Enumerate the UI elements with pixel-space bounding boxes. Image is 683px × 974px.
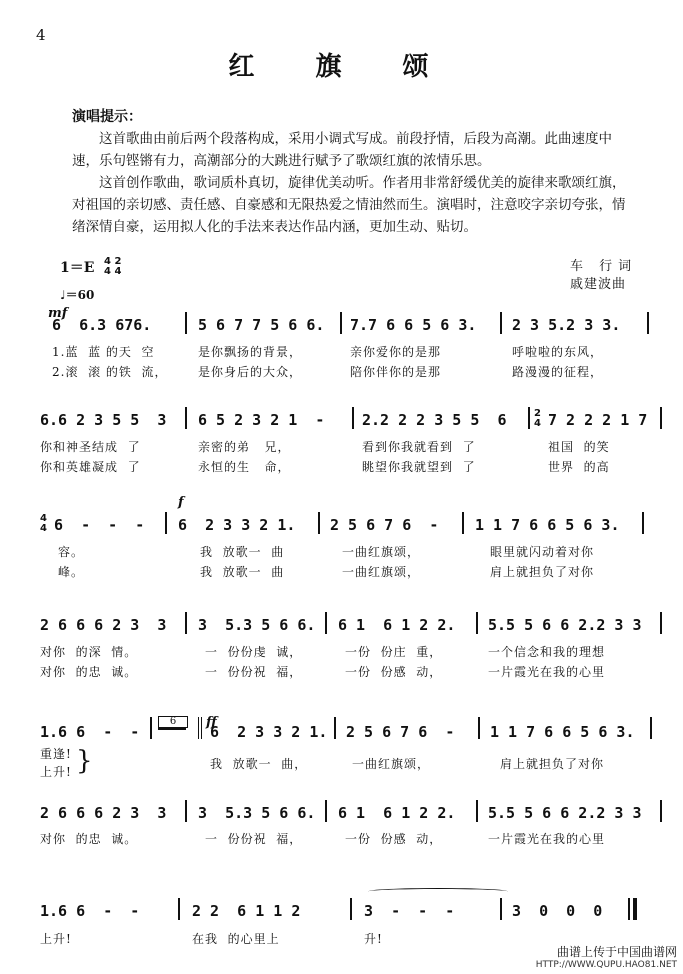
barline — [185, 312, 187, 334]
lyric-verse-1: 是你飘扬的背景， — [198, 345, 303, 359]
barline — [325, 800, 327, 822]
barline — [185, 612, 187, 634]
barline — [318, 512, 320, 534]
site-watermark — [536, 943, 677, 970]
barline — [165, 512, 167, 534]
barline — [660, 407, 662, 429]
lyric-line: 在我 的心里上 — [192, 932, 280, 946]
performance-notes-heading: 演唱提示： — [72, 109, 142, 125]
time-signature-denominators: 4 4 — [104, 266, 122, 277]
performance-notes-paragraph-2: 这首创作歌曲，歌词质朴真切，旋律优美动听。作者用非常舒缓优美的旋律来歌颂红旗，对祖国的亲切感、责任感、自豪感和无限热爱之情油然而生。演唱时，注意咬字亲切夸张，情绪深情自豪，运用拟人化的手法来表达作品内涵，更加生动、贴切。 — [72, 175, 626, 235]
lyric-verse-1: 亲你爱你的是那 — [350, 345, 442, 359]
lyric-verse-2: 一 份份祝 福， — [205, 665, 303, 679]
lyric-verse-1: 你和神圣结成 了 — [40, 440, 141, 454]
lyric-verse-1: 一个信念和我的理想 — [488, 645, 606, 659]
lyric-line: 对你 的忠 诚。 — [40, 832, 138, 846]
lyric-verse-2: 世界 的高 — [548, 460, 610, 474]
lyric-line: 一片霞光在我的心里 — [488, 832, 606, 846]
barline — [476, 612, 478, 634]
measure-notes: 2 6 6 6 2 3 3 — [40, 616, 167, 634]
key-signature: 1＝E — [60, 260, 95, 276]
barline — [352, 407, 354, 429]
lyric-line: 我 放歌一 曲， — [210, 757, 308, 771]
rest-measure-count: 6 — [169, 716, 177, 727]
barline — [642, 512, 644, 534]
measure-notes: 1.6 6 - - — [40, 723, 140, 741]
lyric-verse-1: 1.蓝 蓝 的天 空 — [52, 345, 155, 359]
lyric-verse-1: 对你 的深 情。 — [40, 645, 138, 659]
measure-notes: 6 1 6 1 2 2. — [338, 616, 456, 634]
lyric-verse-1: 眼里就闪动着对你 — [490, 545, 595, 559]
lyric-ending-1: 重逢! — [40, 747, 72, 761]
lyricist-credit: 车 行词 — [570, 259, 638, 274]
site-watermark-title: 曲谱上传于中国曲谱网 — [556, 945, 677, 959]
lyric-verse-2: 对你 的忠 诚。 — [40, 665, 138, 679]
measure-notes: 3 0 0 0 — [512, 902, 603, 920]
lyric-line: 一曲红旗颂， — [352, 757, 431, 771]
barline — [528, 407, 530, 429]
time-signature-change: 2 4 — [534, 408, 541, 429]
dynamic-mf: mf — [48, 306, 68, 321]
measure-notes: 5.5 5 6 6 2.2 3 3 — [488, 804, 642, 822]
lyric-verse-2: 峰。 — [58, 565, 85, 579]
lyric-line: 一 份份祝 福， — [205, 832, 303, 846]
dynamic-ff: ff — [206, 715, 217, 730]
lyric-verse-1: 我 放歌一 曲 — [200, 545, 285, 559]
lyric-line: 上升! — [40, 932, 72, 946]
measure-notes: 3 - - - — [364, 902, 455, 920]
measure-notes: 3 5.3 5 6 6. — [198, 616, 316, 634]
measure-notes: 6.6 2 3 5 5 3 — [40, 411, 167, 429]
barline — [462, 512, 464, 534]
measure-notes: 2 5 6 7 6 - — [330, 516, 439, 534]
lyric-verse-1: 容。 — [58, 545, 85, 559]
measure-notes: 6 6.3 676. — [52, 316, 152, 334]
measure-notes: 3 5.3 5 6 6. — [198, 804, 316, 822]
lyric-verse-2: 你和英雄凝成 了 — [40, 460, 141, 474]
lyric-verse-2: 肩上就担负了对你 — [490, 565, 595, 579]
barline — [660, 800, 662, 822]
barline — [340, 312, 342, 334]
barline — [500, 898, 502, 920]
performance-notes-paragraph-1: 这首歌曲由前后两个段落构成，采用小调式写成。前段抒情，后段为高潮。此曲速度中速，乐句铿锵有力，高潮部分的大跳进行赋予了歌颂红旗的浓情乐思。 — [72, 131, 612, 169]
measure-notes: 1 1 7 6 6 5 6 3. — [475, 516, 620, 534]
lyric-verse-1: 祖国 的笑 — [548, 440, 610, 454]
barline — [476, 800, 478, 822]
lyric-verse-2: 陪你伴你的是那 — [350, 365, 442, 379]
lyric-verse-1: 看到你我就看到 了 — [362, 440, 476, 454]
lyric-verse-2: 是你身后的大众， — [198, 365, 303, 379]
lyric-verse-1: 一 份份虔 诚， — [205, 645, 303, 659]
measure-notes: 1 1 7 6 6 5 6 3. — [490, 723, 635, 741]
lyric-verse-2: 一片霞光在我的心里 — [488, 665, 606, 679]
barline — [478, 717, 480, 739]
lyric-verse-2: 2.滚 滚 的铁 流， — [52, 365, 168, 379]
lyric-verse-2: 一份 份感 动， — [345, 665, 443, 679]
barline — [150, 717, 152, 739]
lyric-line: 一份 份感 动， — [345, 832, 443, 846]
barline — [660, 612, 662, 634]
barline — [350, 898, 352, 920]
page-number: 4 — [36, 26, 46, 44]
lyric-line: 肩上就担负了对你 — [500, 757, 605, 771]
lyric-verse-1: 一份 份庄 重， — [345, 645, 443, 659]
measure-notes: 6 1 6 1 2 2. — [338, 804, 456, 822]
measure-notes: 2 6 6 6 2 3 3 — [40, 804, 167, 822]
lyric-verse-2: 一曲红旗颂， — [342, 565, 421, 579]
barline — [500, 312, 502, 334]
lyric-line: 升! — [364, 932, 383, 946]
measure-notes: 7 2 2 2 1 7 — [548, 411, 648, 429]
brace-icon: } — [76, 746, 93, 776]
measure-notes: 2.2 2 2 3 5 5 6 — [362, 411, 507, 429]
barline — [334, 717, 336, 739]
measure-notes: 2 5 6 7 6 - — [346, 723, 455, 741]
lyric-verse-2: 路漫漫的征程， — [512, 365, 604, 379]
measure-notes: 6 5 2 3 2 1 - — [198, 411, 325, 429]
measure-notes: 7.7 6 6 5 6 3. — [350, 316, 477, 334]
final-barline — [633, 898, 637, 920]
time-signature — [104, 257, 121, 277]
measure-notes: 6 2 3 3 2 1. — [178, 516, 296, 534]
measure-notes: 1.6 6 - - — [40, 902, 140, 920]
barline — [650, 717, 652, 739]
measure-notes: 2 2 6 1 1 2 — [192, 902, 301, 920]
barline — [647, 312, 649, 334]
measure-notes: 6 - - - — [54, 516, 145, 534]
tie-arc — [368, 888, 508, 895]
measure-notes: 6 2 3 3 2 1. — [210, 723, 328, 741]
rest-measure-box — [158, 716, 188, 728]
time-signature-numerators: 4 2 — [104, 256, 122, 267]
measure-notes: 2 3 5.2 3 3. — [512, 316, 621, 334]
dynamic-f: f — [178, 495, 184, 510]
barline — [628, 898, 630, 920]
lyric-verse-1: 呼啦啦的东风， — [512, 345, 604, 359]
repeat-barline — [198, 717, 199, 739]
tempo-marking: ♩＝60 — [60, 288, 95, 302]
barline — [185, 407, 187, 429]
barline — [178, 898, 180, 920]
measure-notes: 5 6 7 7 5 6 6. — [198, 316, 325, 334]
lyric-verse-1: 一曲红旗颂， — [342, 545, 421, 559]
time-signature-change: 4 4 — [40, 513, 47, 534]
song-title: 红 旗 颂 — [228, 52, 455, 82]
lyric-verse-1: 亲密的弟 兄， — [198, 440, 291, 454]
site-watermark-url: HTTP://WWW.QUPU.HAO81.NET — [535, 960, 677, 970]
measure-notes: 5.5 5 6 6 2.2 3 3 — [488, 616, 642, 634]
barline — [325, 612, 327, 634]
composer-credit: 戚建波曲 — [570, 277, 627, 292]
lyric-verse-2: 眺望你我就望到 了 — [362, 460, 476, 474]
multi-measure-rest — [158, 728, 186, 730]
lyric-verse-2: 我 放歌一 曲 — [200, 565, 285, 579]
lyric-ending-2: 上升! — [40, 765, 72, 779]
lyric-verse-2: 永恒的生 命， — [198, 460, 291, 474]
barline — [185, 800, 187, 822]
